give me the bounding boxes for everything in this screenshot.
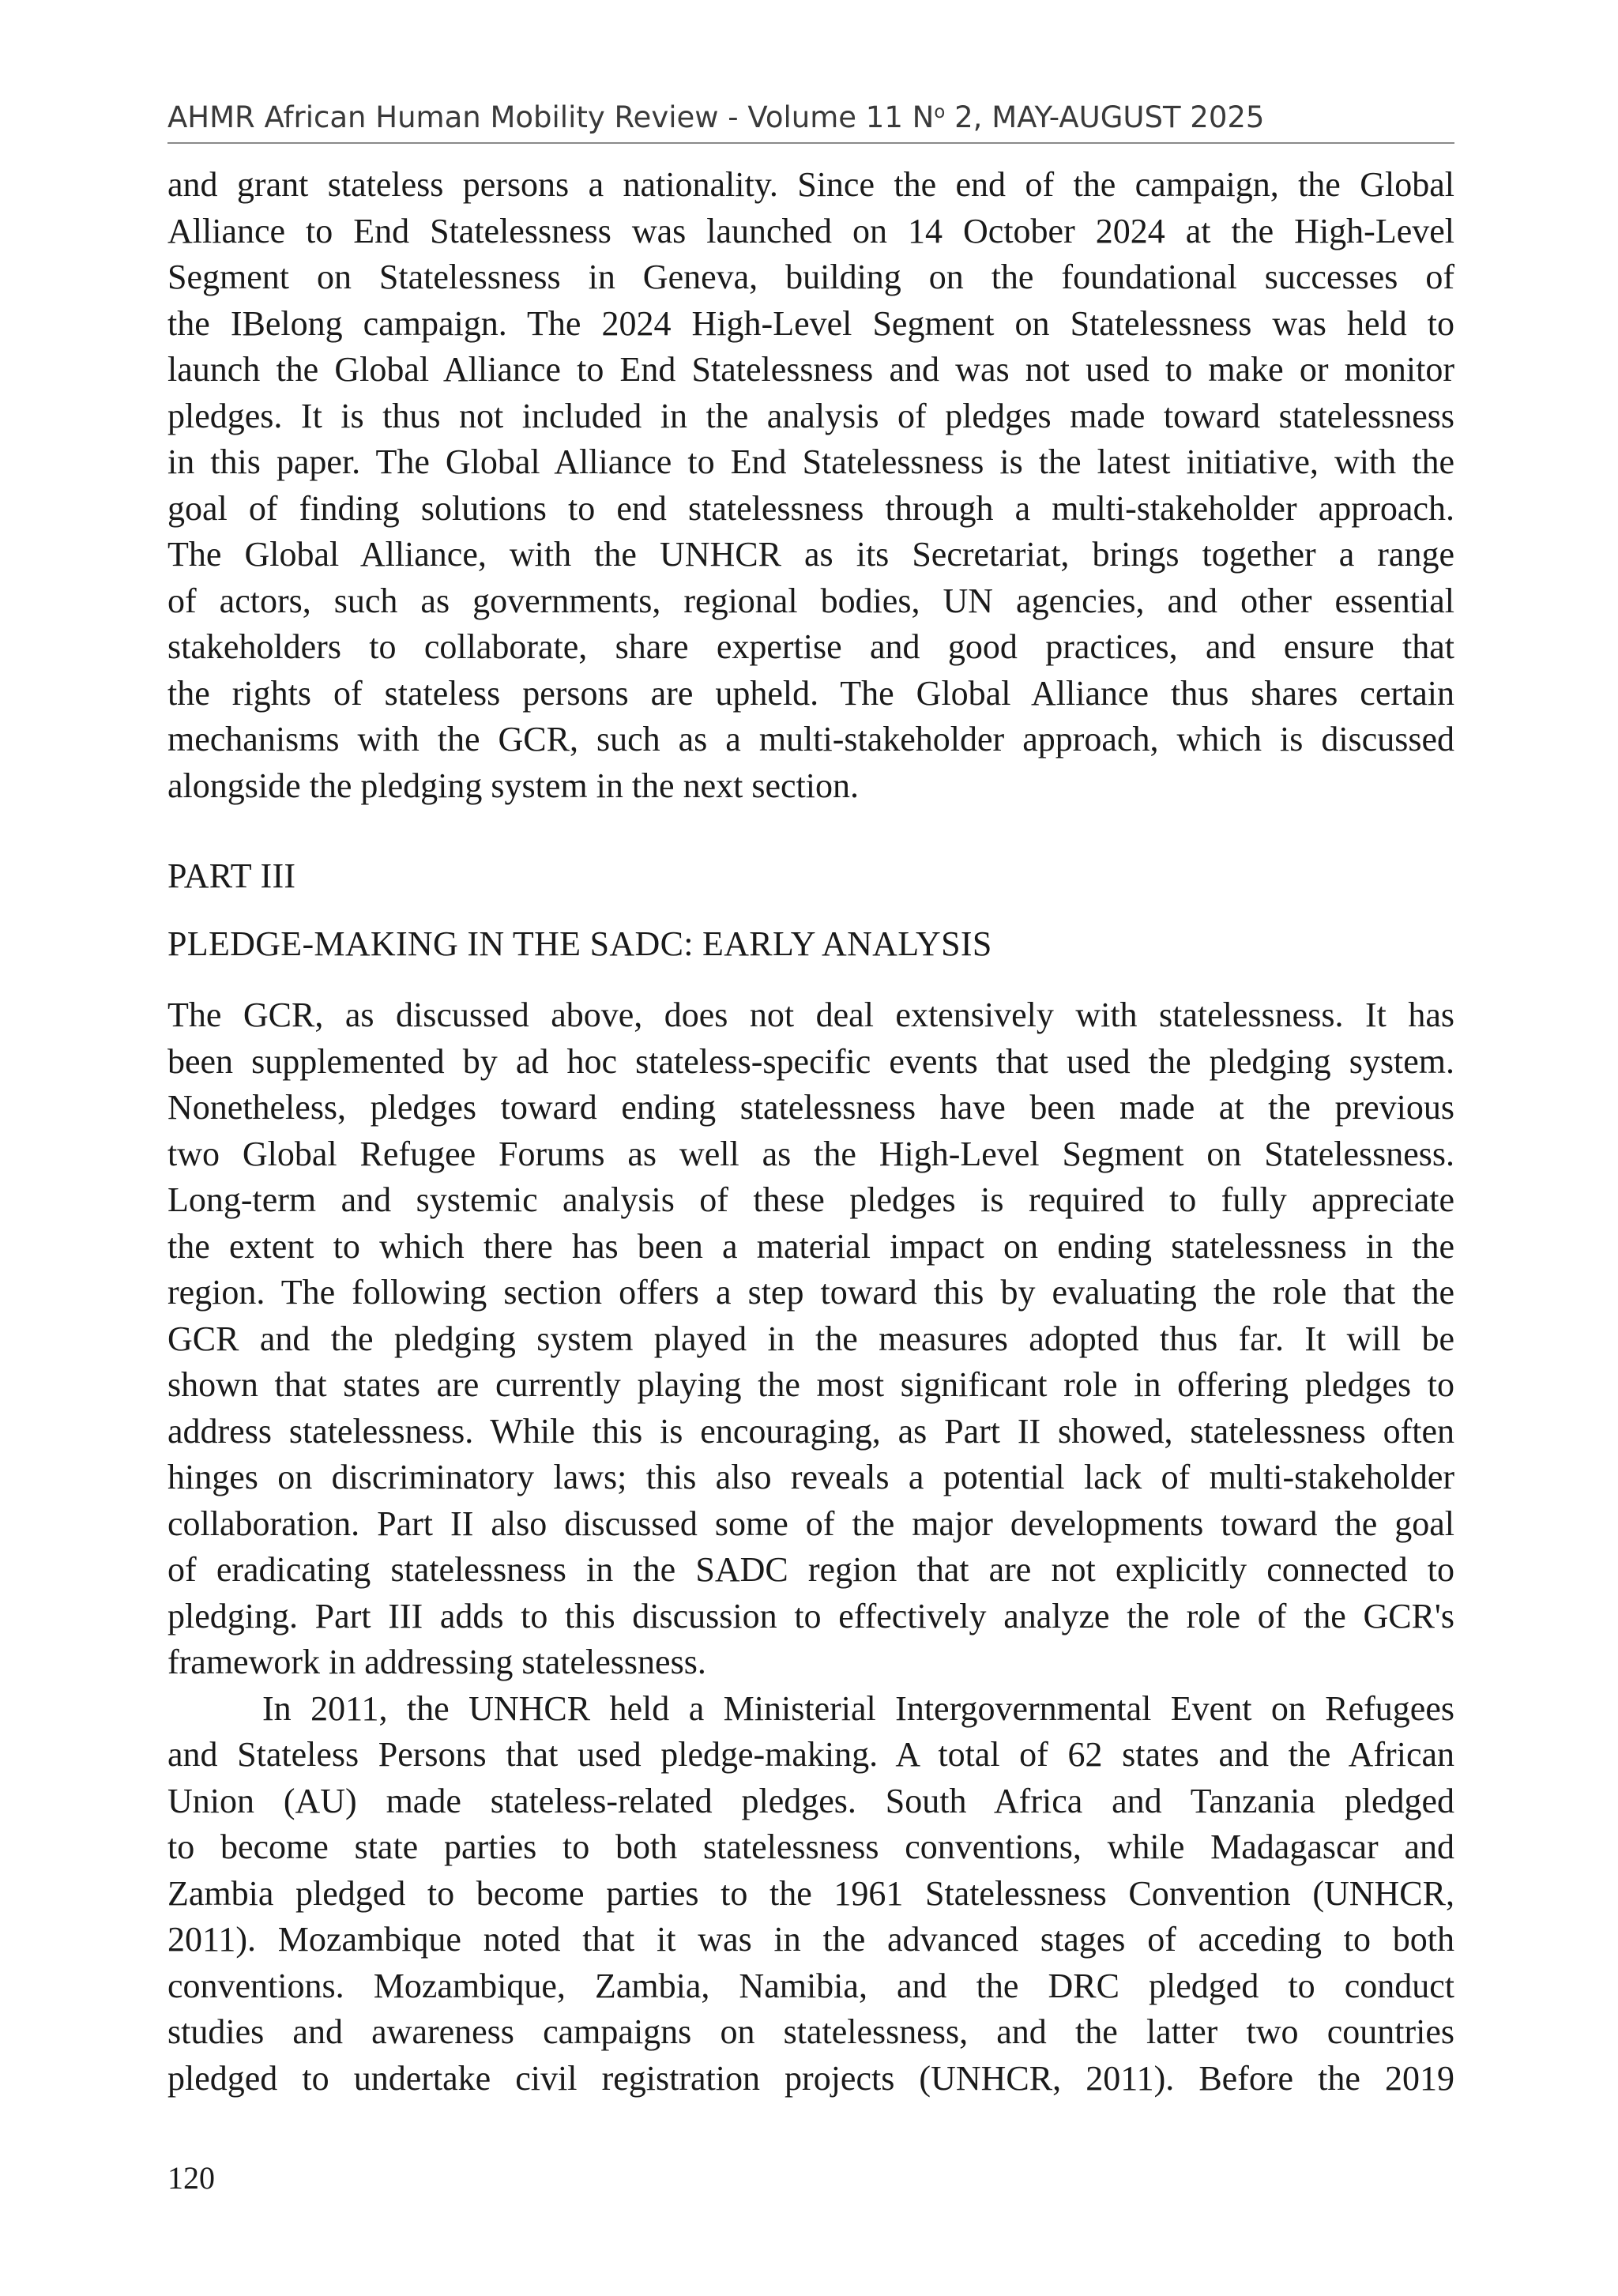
text-line: The Global Alliance, with the UNHCR as its Secretariat, brings together a range [167,535,1454,574]
text-line: GCR and the pledging system played in the measures adopted thus far. It will be [167,1319,1454,1358]
text-line: Long-term and systemic analysis of these pledges is required to fully appreciate [167,1180,1454,1219]
text-line: launch the Global Alliance to End Statelessness and was not used to make or monitor [167,350,1454,389]
text-line: mechanisms with the GCR, such as a multi-stakeholder approach, which is discussed [167,720,1454,758]
text-line: alongside the pledging system in the next section. [167,766,859,805]
text-line: pledged to undertake civil registration projects (UNHCR, 2011). Before the 2019 [167,2058,1454,2098]
text-line: Zambia pledged to become parties to the 1961 Statelessness Convention (UNHCR, [167,1873,1454,1913]
running-header [167,98,1454,144]
text-line: goal of finding solutions to end statelessness through a multi-stakeholder approach. [167,488,1454,528]
paragraph-2 [167,992,1454,2102]
part-heading: PART III [167,856,296,895]
text-line: stakeholders to collaborate, share expertise and good practices, and ensure that [167,627,1454,666]
text-line: been supplemented by ad hoc stateless-specific events that used the pledging system. [167,1041,1454,1081]
text-line: the IBelong campaign. The 2024 High-Level Segment on Statelessness was held to [167,303,1454,343]
text-line: Nonetheless, pledges toward ending statelessness have been made at the previous [167,1088,1454,1127]
text-line: hinges on discriminatory laws; this also reveals a potential lack of multi-stakeholder [167,1458,1454,1496]
text-line: In 2011, the UNHCR held a Ministerial Intergovernmental Event on Refugees [262,1688,1454,1728]
text-line: region. The following section offers a step toward this by evaluating the role that the [167,1273,1454,1312]
text-line: 2011). Mozambique noted that it was in the advanced stages of acceding to both [167,1920,1454,1959]
text-line: in this paper. The Global Alliance to End Statelessness is the latest initiative, with the [167,442,1454,481]
text-line: and Stateless Persons that used pledge-making. A total of 62 states and the African [167,1735,1454,1774]
text-line: Alliance to End Statelessness was launched on 14 October 2024 at the High-Level [167,211,1454,250]
header-number-superscript: o [934,102,946,122]
text-line: of actors, such as governments, regional bodies, UN agencies, and other essential [167,581,1454,620]
text-line: pledges. It is thus not included in the analysis of pledges made toward statelessness [167,396,1454,435]
text-line: framework in addressing statelessness. [167,1643,706,1681]
header-journal-title: AHMR African Human Mobility Review - Volume 11 N [167,100,935,134]
text-line: the rights of stateless persons are upheld. The Global Alliance thus shares certain [167,673,1454,713]
section-heading: PLEDGE-MAKING IN THE SADC: EARLY ANALYSIS [167,924,992,963]
header-issue: 2, MAY-AUGUST 2025 [945,100,1265,134]
text-line: to become state parties to both statelessness conventions, while Madagascar and [167,1827,1454,1866]
text-line: Segment on Statelessness in Geneva, building on the foundational successes of [167,258,1454,296]
text-line: pledging. Part III adds to this discussion to effectively analyze the role of the GCR's [167,1596,1454,1635]
text-line: address statelessness. While this is encouraging, as Part II showed, statelessness often [167,1411,1454,1451]
text-line: and grant stateless persons a nationality. Since the end of the campaign, the Global [167,165,1454,204]
paragraph-1 [167,162,1454,809]
text-line: two Global Refugee Forums as well as the High-Level Segment on Statelessness. [167,1134,1454,1173]
text-line: the extent to which there has been a material impact on ending statelessness in the [167,1226,1454,1266]
text-line: The GCR, as discussed above, does not deal extensively with statelessness. It has [167,996,1454,1034]
text-line: conventions. Mozambique, Zambia, Namibia, and the DRC pledged to conduct [167,1966,1454,2005]
page-number: 120 [167,2160,215,2196]
text-line: shown that states are currently playing the most significant role in offering pledges to [167,1365,1454,1404]
text-line: studies and awareness campaigns on statelessness, and the latter two countries [167,2012,1454,2051]
text-line: Union (AU) made stateless-related pledges. South Africa and Tanzania pledged [167,1781,1454,1820]
text-line: of eradicating statelessness in the SADC region that are not explicitly connected to [167,1550,1454,1589]
text-line: collaboration. Part II also discussed some of the major developments toward the goal [167,1504,1454,1543]
